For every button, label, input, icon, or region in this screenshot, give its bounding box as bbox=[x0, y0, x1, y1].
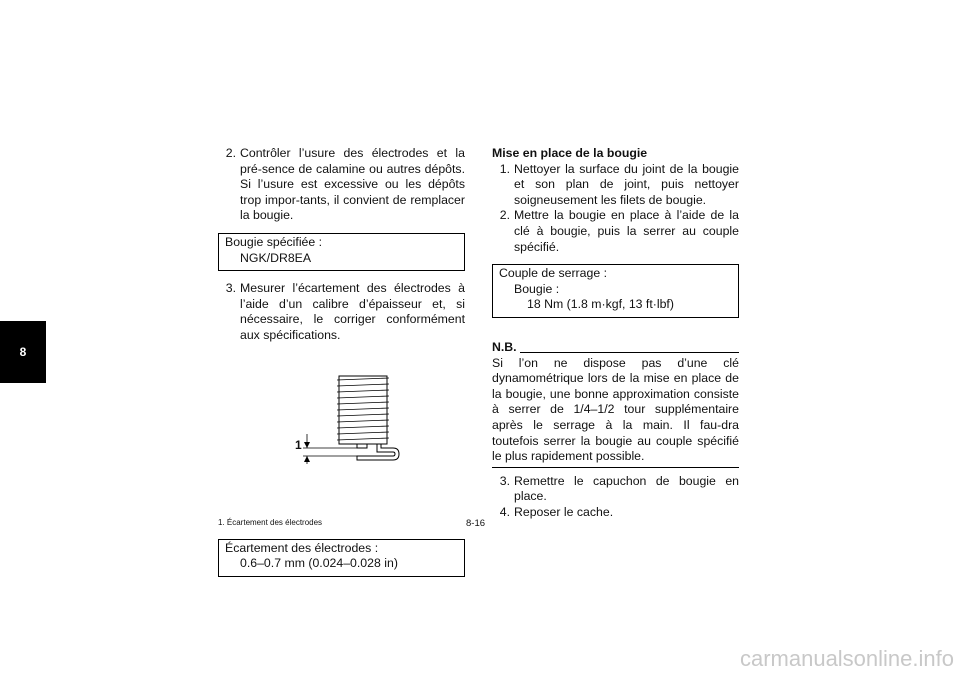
step-2-install bbox=[492, 208, 739, 255]
figure-callout-1: 1 bbox=[295, 437, 302, 452]
step-3-replace-cap bbox=[492, 474, 739, 505]
note-text: Si l’on ne dispose pas d’une clé dynamométrique lors de la mise en place de la bougie, une bonne approximation consiste à serrer de 1/4–1/2 tour supplémentaire après le serrage à la main. Il fau-dra toutefois serrer la bougie au couple spécifié le plus rapidement possible. bbox=[492, 355, 739, 464]
step-4-replace-cover bbox=[492, 505, 739, 521]
step-number: 2. bbox=[225, 146, 236, 160]
figure-caption: 1. Écartement des électrodes bbox=[218, 517, 323, 527]
step-2-inspect bbox=[218, 146, 465, 224]
step-1-clean bbox=[492, 162, 739, 209]
spec-box-spark-plug bbox=[218, 233, 465, 271]
spark-plug-illustration bbox=[293, 374, 413, 464]
step-text: Mesurer l’écartement des électrodes à l’aide d’un calibre d’épaisseur et, si nécessaire, le corriger conformément aux spécifications. bbox=[240, 281, 465, 342]
note-rule-top bbox=[520, 352, 739, 353]
section-title: Mise en place de la bougie bbox=[492, 146, 648, 160]
spec-label: Écartement des électrodes : bbox=[225, 540, 379, 555]
left-column bbox=[218, 146, 465, 577]
step-number: 4. bbox=[499, 504, 510, 519]
spark-plug-figure bbox=[218, 374, 465, 514]
note-rule-bottom bbox=[492, 467, 739, 468]
note-label: N.B. bbox=[492, 339, 517, 354]
spec-box-torque bbox=[492, 264, 739, 318]
spec-value: 0.6–0.7 mm (0.024–0.028 in) bbox=[240, 556, 398, 571]
step-3-measure-gap bbox=[218, 281, 465, 343]
step-number: 2. bbox=[499, 208, 510, 223]
spec-label: Bougie spécifiée : bbox=[225, 234, 323, 249]
step-text: Reposer le cache. bbox=[514, 504, 614, 519]
page-number: 8-16 bbox=[466, 518, 486, 529]
step-text: Nettoyer la surface du joint de la bougie et son plan de joint, puis nettoyer soigneusement les filets de bougie. bbox=[514, 161, 739, 207]
spec-value: NGK/DR8EA bbox=[240, 250, 312, 265]
spec-box-electrode-gap bbox=[218, 539, 465, 577]
step-number: 3. bbox=[499, 473, 510, 488]
watermark: carmanualsonline.info bbox=[739, 646, 954, 671]
step-text: Mettre la bougie en place à l’aide de la clé à bougie, puis la serrer au couple spécifié. bbox=[514, 208, 739, 254]
torque-item: Bougie : bbox=[514, 281, 560, 296]
chapter-tab bbox=[0, 321, 46, 383]
step-number: 1. bbox=[499, 161, 510, 176]
step-text: Contrôler l’usure des électrodes et la pré-sence de calamine ou autres dépôts. Si l’usure est excessive ou les dépôts trop impor-tants, il convient de remplacer la bougie. bbox=[240, 146, 465, 223]
step-text: Remettre le capuchon de bougie en place. bbox=[514, 473, 739, 504]
right-column bbox=[492, 146, 739, 520]
note-header bbox=[492, 340, 739, 356]
torque-value: 18 Nm (1.8 m·kgf, 13 ft·lbf) bbox=[527, 297, 674, 312]
torque-label: Couple de serrage : bbox=[499, 266, 608, 281]
chapter-number: 8 bbox=[19, 345, 27, 359]
step-number: 3. bbox=[225, 281, 236, 296]
